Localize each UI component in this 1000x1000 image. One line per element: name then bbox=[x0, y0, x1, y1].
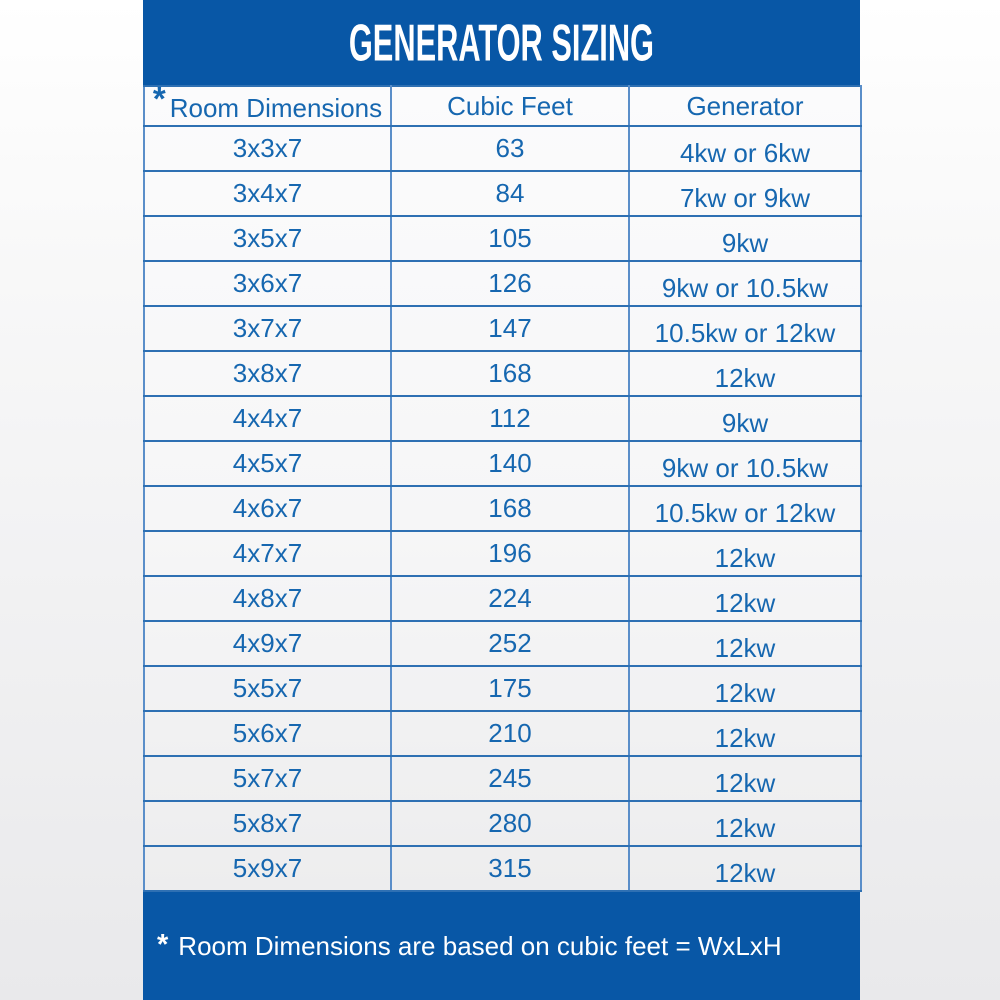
cubic-feet-cell: 126 bbox=[391, 261, 629, 306]
table-row bbox=[144, 621, 861, 666]
room-dimensions-cell: 5x8x7 bbox=[144, 801, 391, 846]
room-dimensions-cell: 3x7x7 bbox=[144, 306, 391, 351]
cubic-feet-cell: 112 bbox=[391, 396, 629, 441]
table-row bbox=[144, 711, 861, 756]
asterisk-note-marker: * bbox=[152, 80, 166, 117]
page-title: GENERATOR SIZING bbox=[348, 13, 655, 72]
generator-cell: 9kw or 10.5kw bbox=[629, 261, 861, 306]
generator-cell: 12kw bbox=[629, 846, 861, 891]
asterisk-note-marker: * bbox=[157, 928, 169, 961]
generator-sizing-table bbox=[143, 80, 862, 892]
room-dimensions-cell: 4x9x7 bbox=[144, 621, 391, 666]
footnote-bar bbox=[143, 892, 860, 1000]
generator-cell: 12kw bbox=[629, 531, 861, 576]
generator-cell: 12kw bbox=[629, 351, 861, 396]
cubic-feet-cell: 196 bbox=[391, 531, 629, 576]
generator-cell: 9kw or 10.5kw bbox=[629, 441, 861, 486]
table-row bbox=[144, 216, 861, 261]
generator-cell: 7kw or 9kw bbox=[629, 171, 861, 216]
cubic-feet-cell: 105 bbox=[391, 216, 629, 261]
table-row bbox=[144, 666, 861, 711]
generator-cell: 12kw bbox=[629, 621, 861, 666]
room-dimensions-cell: 5x9x7 bbox=[144, 846, 391, 891]
room-dimensions-cell: 3x6x7 bbox=[144, 261, 391, 306]
table-row bbox=[144, 801, 861, 846]
cubic-feet-cell: 175 bbox=[391, 666, 629, 711]
cubic-feet-cell: 315 bbox=[391, 846, 629, 891]
generator-sizing-card bbox=[143, 0, 860, 1000]
column-header-label: Cubic Feet bbox=[447, 90, 573, 121]
table-row bbox=[144, 441, 861, 486]
room-dimensions-cell: 3x3x7 bbox=[144, 126, 391, 171]
table-row bbox=[144, 531, 861, 576]
table-body bbox=[144, 126, 861, 891]
room-dimensions-cell: 4x5x7 bbox=[144, 441, 391, 486]
table-row bbox=[144, 846, 861, 891]
generator-cell: 9kw bbox=[629, 216, 861, 261]
table-row bbox=[144, 576, 861, 621]
generator-cell: 12kw bbox=[629, 756, 861, 801]
table-row bbox=[144, 126, 861, 171]
cubic-feet-cell: 280 bbox=[391, 801, 629, 846]
column-header-label: Room Dimensions bbox=[169, 93, 383, 123]
table-row bbox=[144, 756, 861, 801]
table-row bbox=[144, 396, 861, 441]
table-row bbox=[144, 486, 861, 531]
generator-cell: 10.5kw or 12kw bbox=[629, 306, 861, 351]
room-dimensions-cell: 3x5x7 bbox=[144, 216, 391, 261]
room-dimensions-cell: 5x7x7 bbox=[144, 756, 391, 801]
room-dimensions-cell: 4x7x7 bbox=[144, 531, 391, 576]
room-dimensions-cell: 5x6x7 bbox=[144, 711, 391, 756]
table-row bbox=[144, 351, 861, 396]
room-dimensions-cell: 4x6x7 bbox=[144, 486, 391, 531]
generator-cell: 12kw bbox=[629, 666, 861, 711]
generator-cell: 12kw bbox=[629, 576, 861, 621]
room-dimensions-cell: 3x8x7 bbox=[144, 351, 391, 396]
cubic-feet-cell: 210 bbox=[391, 711, 629, 756]
generator-cell: 12kw bbox=[629, 801, 861, 846]
cubic-feet-cell: 168 bbox=[391, 351, 629, 396]
generator-cell: 10.5kw or 12kw bbox=[629, 486, 861, 531]
room-dimensions-cell: 4x8x7 bbox=[144, 576, 391, 621]
room-dimensions-cell: 3x4x7 bbox=[144, 171, 391, 216]
column-header-label: Generator bbox=[686, 90, 804, 121]
cubic-feet-cell: 63 bbox=[391, 126, 629, 171]
room-dimensions-cell: 4x4x7 bbox=[144, 396, 391, 441]
cubic-feet-cell: 168 bbox=[391, 486, 629, 531]
column-header-room-dimensions bbox=[144, 80, 391, 126]
cubic-feet-cell: 140 bbox=[391, 441, 629, 486]
cubic-feet-cell: 147 bbox=[391, 306, 629, 351]
table-row bbox=[144, 306, 861, 351]
column-header-generator bbox=[629, 86, 861, 126]
column-header-cubic-feet bbox=[391, 86, 629, 126]
generator-cell: 12kw bbox=[629, 711, 861, 756]
generator-cell: 9kw bbox=[629, 396, 861, 441]
footnote-text: Room Dimensions are based on cubic feet = WxLxH bbox=[178, 930, 782, 961]
cubic-feet-cell: 245 bbox=[391, 756, 629, 801]
table-row bbox=[144, 171, 861, 216]
table-row bbox=[144, 261, 861, 306]
cubic-feet-cell: 224 bbox=[391, 576, 629, 621]
cubic-feet-cell: 84 bbox=[391, 171, 629, 216]
generator-cell: 4kw or 6kw bbox=[629, 126, 861, 171]
room-dimensions-cell: 5x5x7 bbox=[144, 666, 391, 711]
title-banner bbox=[143, 0, 860, 85]
table-header-row bbox=[144, 86, 861, 126]
cubic-feet-cell: 252 bbox=[391, 621, 629, 666]
